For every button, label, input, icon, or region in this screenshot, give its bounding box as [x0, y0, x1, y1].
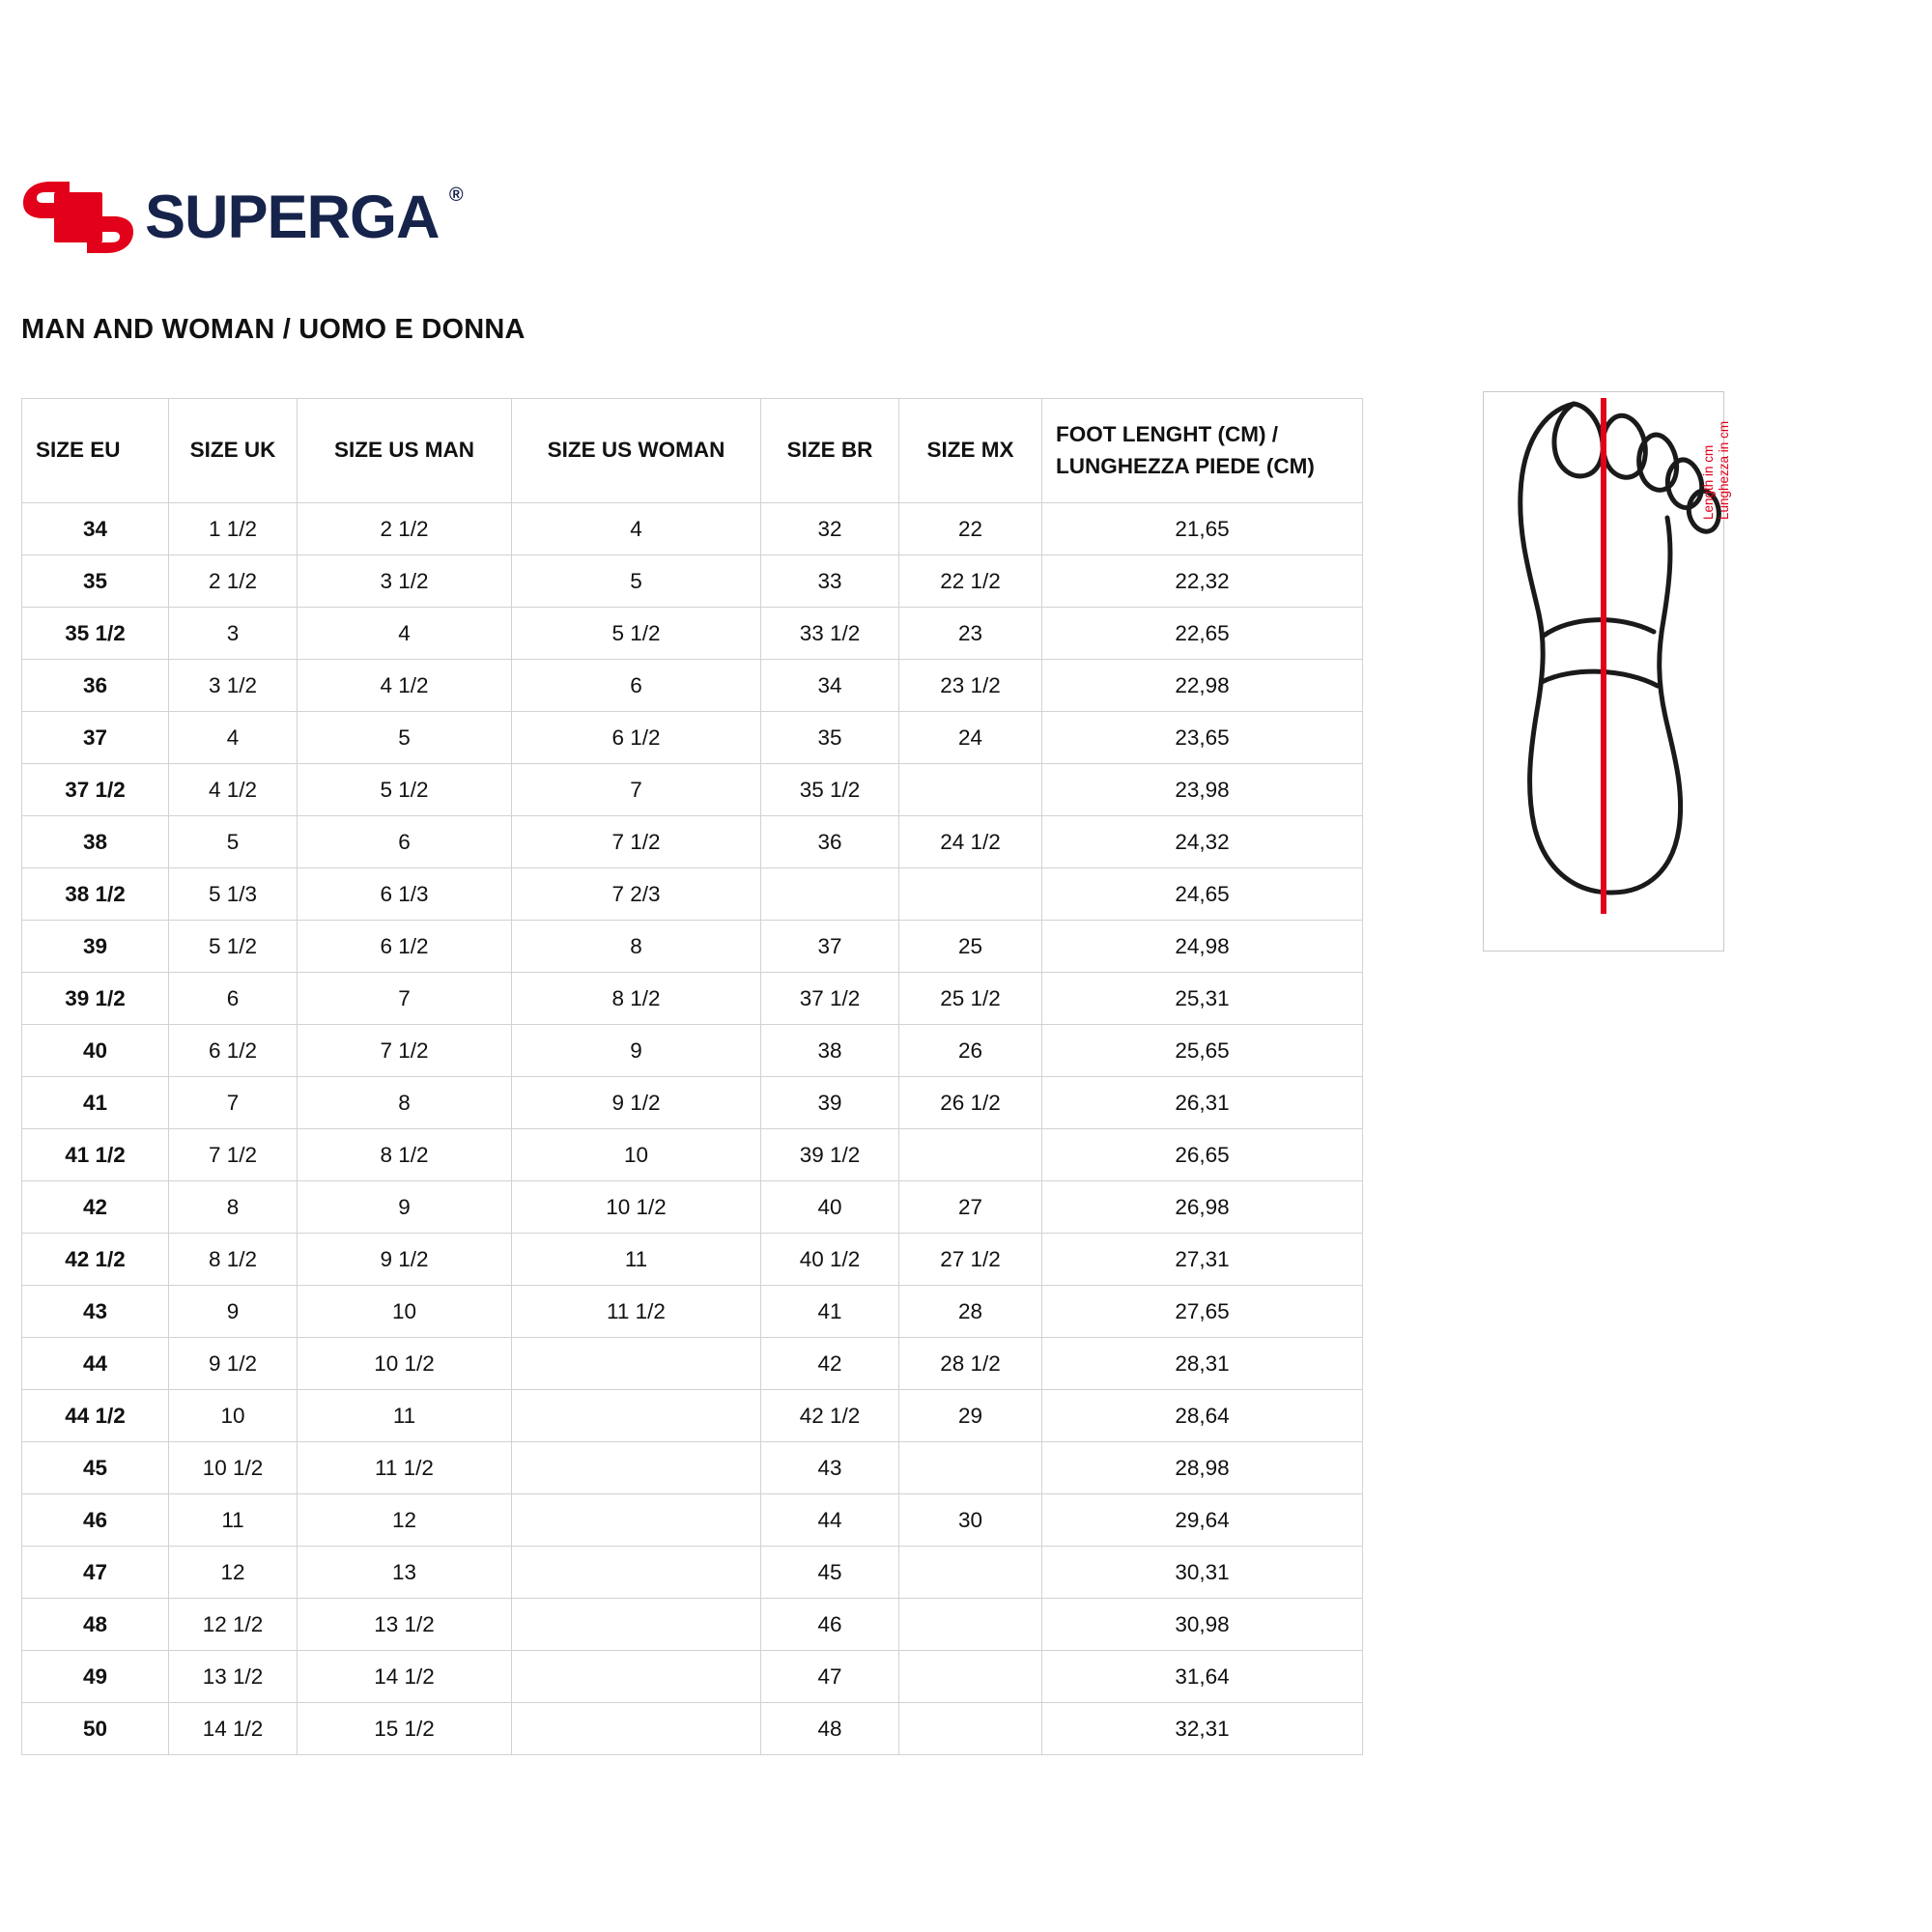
foot-outline-icon [1484, 392, 1723, 951]
measure-label-en: Length in cm [1701, 444, 1716, 520]
cell-us-woman: 10 1/2 [512, 1181, 761, 1234]
cell-foot-length: 28,31 [1042, 1338, 1363, 1390]
cell-foot-length: 30,98 [1042, 1599, 1363, 1651]
cell-uk: 7 [169, 1077, 298, 1129]
cell-foot-length: 25,65 [1042, 1025, 1363, 1077]
cell-foot-length: 27,31 [1042, 1234, 1363, 1286]
cell-eu: 42 [22, 1181, 169, 1234]
cell-uk: 9 1/2 [169, 1338, 298, 1390]
table-row [22, 1651, 1363, 1703]
cell-br: 39 [761, 1077, 899, 1129]
cell-br: 39 1/2 [761, 1129, 899, 1181]
cell-us-man: 8 1/2 [298, 1129, 512, 1181]
cell-uk: 8 [169, 1181, 298, 1234]
cell-us-man: 2 1/2 [298, 503, 512, 555]
cell-br: 32 [761, 503, 899, 555]
cell-mx: 23 1/2 [899, 660, 1042, 712]
table-row [22, 1338, 1363, 1390]
cell-br: 44 [761, 1494, 899, 1547]
cell-mx: 26 [899, 1025, 1042, 1077]
cell-us-woman: 10 [512, 1129, 761, 1181]
cell-us-woman: 5 [512, 555, 761, 608]
cell-br: 48 [761, 1703, 899, 1755]
cell-uk: 5 1/2 [169, 921, 298, 973]
cell-br: 47 [761, 1651, 899, 1703]
foot-measurement-diagram [1483, 391, 1731, 952]
cell-us-man: 8 [298, 1077, 512, 1129]
brand-logo [21, 179, 463, 256]
column-header-size-us-man: SIZE US MAN [298, 399, 512, 503]
cell-br: 33 1/2 [761, 608, 899, 660]
table-row [22, 1234, 1363, 1286]
cell-us-man: 4 [298, 608, 512, 660]
cell-us-man: 15 1/2 [298, 1703, 512, 1755]
cell-br: 37 1/2 [761, 973, 899, 1025]
cell-foot-length: 29,64 [1042, 1494, 1363, 1547]
cell-mx: 23 [899, 608, 1042, 660]
cell-foot-length: 24,98 [1042, 921, 1363, 973]
cell-uk: 4 [169, 712, 298, 764]
cell-foot-length: 23,98 [1042, 764, 1363, 816]
cell-mx [899, 1703, 1042, 1755]
cell-us-woman [512, 1494, 761, 1547]
cell-us-woman: 8 1/2 [512, 973, 761, 1025]
cell-us-man: 6 [298, 816, 512, 868]
cell-us-woman: 6 [512, 660, 761, 712]
table-row [22, 555, 1363, 608]
table-row [22, 764, 1363, 816]
cell-foot-length: 26,65 [1042, 1129, 1363, 1181]
cell-us-man: 11 1/2 [298, 1442, 512, 1494]
cell-br: 42 [761, 1338, 899, 1390]
cell-eu: 44 1/2 [22, 1390, 169, 1442]
table-row [22, 1442, 1363, 1494]
cell-eu: 38 [22, 816, 169, 868]
cell-uk: 6 1/2 [169, 1025, 298, 1077]
table-row [22, 1703, 1363, 1755]
cell-us-woman: 11 [512, 1234, 761, 1286]
superga-s-logo-icon [21, 180, 135, 255]
cell-us-man: 7 1/2 [298, 1025, 512, 1077]
cell-us-woman: 8 [512, 921, 761, 973]
cell-eu: 35 [22, 555, 169, 608]
table-row [22, 1077, 1363, 1129]
cell-us-woman: 7 1/2 [512, 816, 761, 868]
cell-foot-length: 26,31 [1042, 1077, 1363, 1129]
cell-mx: 24 [899, 712, 1042, 764]
table-header-row [22, 399, 1363, 503]
cell-us-woman: 7 [512, 764, 761, 816]
size-chart-table [21, 398, 1363, 1755]
cell-us-man: 11 [298, 1390, 512, 1442]
size-chart-table-container [21, 398, 1362, 1755]
cell-uk: 10 1/2 [169, 1442, 298, 1494]
cell-eu: 39 1/2 [22, 973, 169, 1025]
cell-us-man: 3 1/2 [298, 555, 512, 608]
cell-us-man: 9 1/2 [298, 1234, 512, 1286]
table-row [22, 1025, 1363, 1077]
foot-length-line-1: FOOT LENGHT (CM) / [1056, 421, 1278, 446]
cell-eu: 43 [22, 1286, 169, 1338]
registered-mark: ® [448, 184, 463, 206]
cell-mx: 22 1/2 [899, 555, 1042, 608]
cell-br: 46 [761, 1599, 899, 1651]
measure-label-it: Lunghezza in cm [1717, 420, 1731, 520]
cell-mx: 26 1/2 [899, 1077, 1042, 1129]
cell-mx: 27 [899, 1181, 1042, 1234]
cell-eu: 40 [22, 1025, 169, 1077]
cell-us-woman: 4 [512, 503, 761, 555]
cell-br: 37 [761, 921, 899, 973]
cell-uk: 12 [169, 1547, 298, 1599]
cell-us-woman [512, 1599, 761, 1651]
cell-uk: 11 [169, 1494, 298, 1547]
cell-mx [899, 1129, 1042, 1181]
column-header-size-br: SIZE BR [761, 399, 899, 503]
cell-eu: 50 [22, 1703, 169, 1755]
table-header [22, 399, 1363, 503]
table-row [22, 712, 1363, 764]
table-row [22, 973, 1363, 1025]
cell-br: 42 1/2 [761, 1390, 899, 1442]
cell-eu: 47 [22, 1547, 169, 1599]
table-row [22, 660, 1363, 712]
column-header-size-us-woman: SIZE US WOMAN [512, 399, 761, 503]
cell-us-man: 5 [298, 712, 512, 764]
cell-uk: 3 [169, 608, 298, 660]
cell-us-man: 6 1/3 [298, 868, 512, 921]
table-row [22, 1547, 1363, 1599]
cell-br: 35 1/2 [761, 764, 899, 816]
cell-eu: 41 1/2 [22, 1129, 169, 1181]
table-row [22, 816, 1363, 868]
cell-foot-length: 22,65 [1042, 608, 1363, 660]
table-row [22, 1129, 1363, 1181]
cell-eu: 39 [22, 921, 169, 973]
cell-mx: 28 1/2 [899, 1338, 1042, 1390]
cell-us-woman [512, 1547, 761, 1599]
cell-eu: 37 1/2 [22, 764, 169, 816]
cell-br: 40 1/2 [761, 1234, 899, 1286]
cell-us-woman [512, 1442, 761, 1494]
cell-uk: 5 [169, 816, 298, 868]
cell-foot-length: 22,98 [1042, 660, 1363, 712]
cell-eu: 42 1/2 [22, 1234, 169, 1286]
cell-eu: 49 [22, 1651, 169, 1703]
cell-uk: 4 1/2 [169, 764, 298, 816]
cell-eu: 45 [22, 1442, 169, 1494]
cell-eu: 44 [22, 1338, 169, 1390]
cell-eu: 37 [22, 712, 169, 764]
cell-foot-length: 24,65 [1042, 868, 1363, 921]
cell-us-woman: 6 1/2 [512, 712, 761, 764]
table-row [22, 868, 1363, 921]
cell-mx: 30 [899, 1494, 1042, 1547]
table-body [22, 503, 1363, 1755]
cell-us-man: 13 [298, 1547, 512, 1599]
cell-us-woman: 11 1/2 [512, 1286, 761, 1338]
cell-us-man: 4 1/2 [298, 660, 512, 712]
cell-mx [899, 868, 1042, 921]
cell-eu: 38 1/2 [22, 868, 169, 921]
cell-eu: 48 [22, 1599, 169, 1651]
cell-uk: 10 [169, 1390, 298, 1442]
table-row [22, 503, 1363, 555]
cell-uk: 6 [169, 973, 298, 1025]
cell-uk: 14 1/2 [169, 1703, 298, 1755]
cell-foot-length: 28,98 [1042, 1442, 1363, 1494]
brand-name: SUPERGA [145, 183, 440, 251]
table-row [22, 1286, 1363, 1338]
column-header-size-uk: SIZE UK [169, 399, 298, 503]
cell-us-woman: 7 2/3 [512, 868, 761, 921]
table-row [22, 1181, 1363, 1234]
cell-foot-length: 27,65 [1042, 1286, 1363, 1338]
cell-foot-length: 32,31 [1042, 1703, 1363, 1755]
cell-foot-length: 26,98 [1042, 1181, 1363, 1234]
cell-foot-length: 30,31 [1042, 1547, 1363, 1599]
cell-us-man: 5 1/2 [298, 764, 512, 816]
cell-eu: 34 [22, 503, 169, 555]
cell-foot-length: 24,32 [1042, 816, 1363, 868]
cell-eu: 41 [22, 1077, 169, 1129]
table-row [22, 1494, 1363, 1547]
cell-br: 36 [761, 816, 899, 868]
cell-mx [899, 764, 1042, 816]
cell-us-woman [512, 1703, 761, 1755]
cell-eu: 35 1/2 [22, 608, 169, 660]
cell-mx [899, 1547, 1042, 1599]
column-header-foot-length [1042, 399, 1363, 503]
cell-mx [899, 1651, 1042, 1703]
cell-mx: 27 1/2 [899, 1234, 1042, 1286]
cell-br: 45 [761, 1547, 899, 1599]
cell-eu: 46 [22, 1494, 169, 1547]
cell-us-man: 6 1/2 [298, 921, 512, 973]
column-header-size-mx: SIZE MX [899, 399, 1042, 503]
cell-uk: 7 1/2 [169, 1129, 298, 1181]
page-title: MAN AND WOMAN / UOMO E DONNA [21, 314, 526, 345]
cell-mx: 28 [899, 1286, 1042, 1338]
brand-wordmark [145, 183, 463, 251]
cell-uk: 9 [169, 1286, 298, 1338]
cell-br: 34 [761, 660, 899, 712]
cell-mx: 25 1/2 [899, 973, 1042, 1025]
cell-us-man: 13 1/2 [298, 1599, 512, 1651]
cell-foot-length: 25,31 [1042, 973, 1363, 1025]
cell-mx: 29 [899, 1390, 1042, 1442]
cell-uk: 12 1/2 [169, 1599, 298, 1651]
cell-foot-length: 22,32 [1042, 555, 1363, 608]
cell-us-man: 10 1/2 [298, 1338, 512, 1390]
cell-br: 33 [761, 555, 899, 608]
cell-br: 40 [761, 1181, 899, 1234]
cell-uk: 8 1/2 [169, 1234, 298, 1286]
cell-foot-length: 31,64 [1042, 1651, 1363, 1703]
measure-label [1700, 406, 1731, 541]
cell-br: 38 [761, 1025, 899, 1077]
cell-uk: 1 1/2 [169, 503, 298, 555]
cell-br: 43 [761, 1442, 899, 1494]
cell-us-man: 10 [298, 1286, 512, 1338]
cell-mx [899, 1599, 1042, 1651]
cell-us-man: 7 [298, 973, 512, 1025]
cell-mx: 22 [899, 503, 1042, 555]
cell-uk: 3 1/2 [169, 660, 298, 712]
table-row [22, 608, 1363, 660]
cell-us-woman: 9 1/2 [512, 1077, 761, 1129]
cell-us-woman: 9 [512, 1025, 761, 1077]
cell-uk: 2 1/2 [169, 555, 298, 608]
cell-br: 41 [761, 1286, 899, 1338]
cell-uk: 5 1/3 [169, 868, 298, 921]
foot-length-line-2: LUNGHEZZA PIEDE (CM) [1056, 453, 1315, 478]
cell-foot-length: 21,65 [1042, 503, 1363, 555]
table-row [22, 921, 1363, 973]
cell-uk: 13 1/2 [169, 1651, 298, 1703]
table-row [22, 1599, 1363, 1651]
column-header-size-eu: SIZE EU [22, 399, 169, 503]
cell-foot-length: 23,65 [1042, 712, 1363, 764]
cell-br: 35 [761, 712, 899, 764]
cell-us-man: 12 [298, 1494, 512, 1547]
cell-us-woman [512, 1390, 761, 1442]
cell-us-woman [512, 1338, 761, 1390]
cell-us-woman: 5 1/2 [512, 608, 761, 660]
cell-foot-length: 28,64 [1042, 1390, 1363, 1442]
cell-us-woman [512, 1651, 761, 1703]
cell-eu: 36 [22, 660, 169, 712]
table-row [22, 1390, 1363, 1442]
cell-br [761, 868, 899, 921]
cell-us-man: 14 1/2 [298, 1651, 512, 1703]
cell-mx: 24 1/2 [899, 816, 1042, 868]
cell-mx: 25 [899, 921, 1042, 973]
cell-mx [899, 1442, 1042, 1494]
cell-us-man: 9 [298, 1181, 512, 1234]
